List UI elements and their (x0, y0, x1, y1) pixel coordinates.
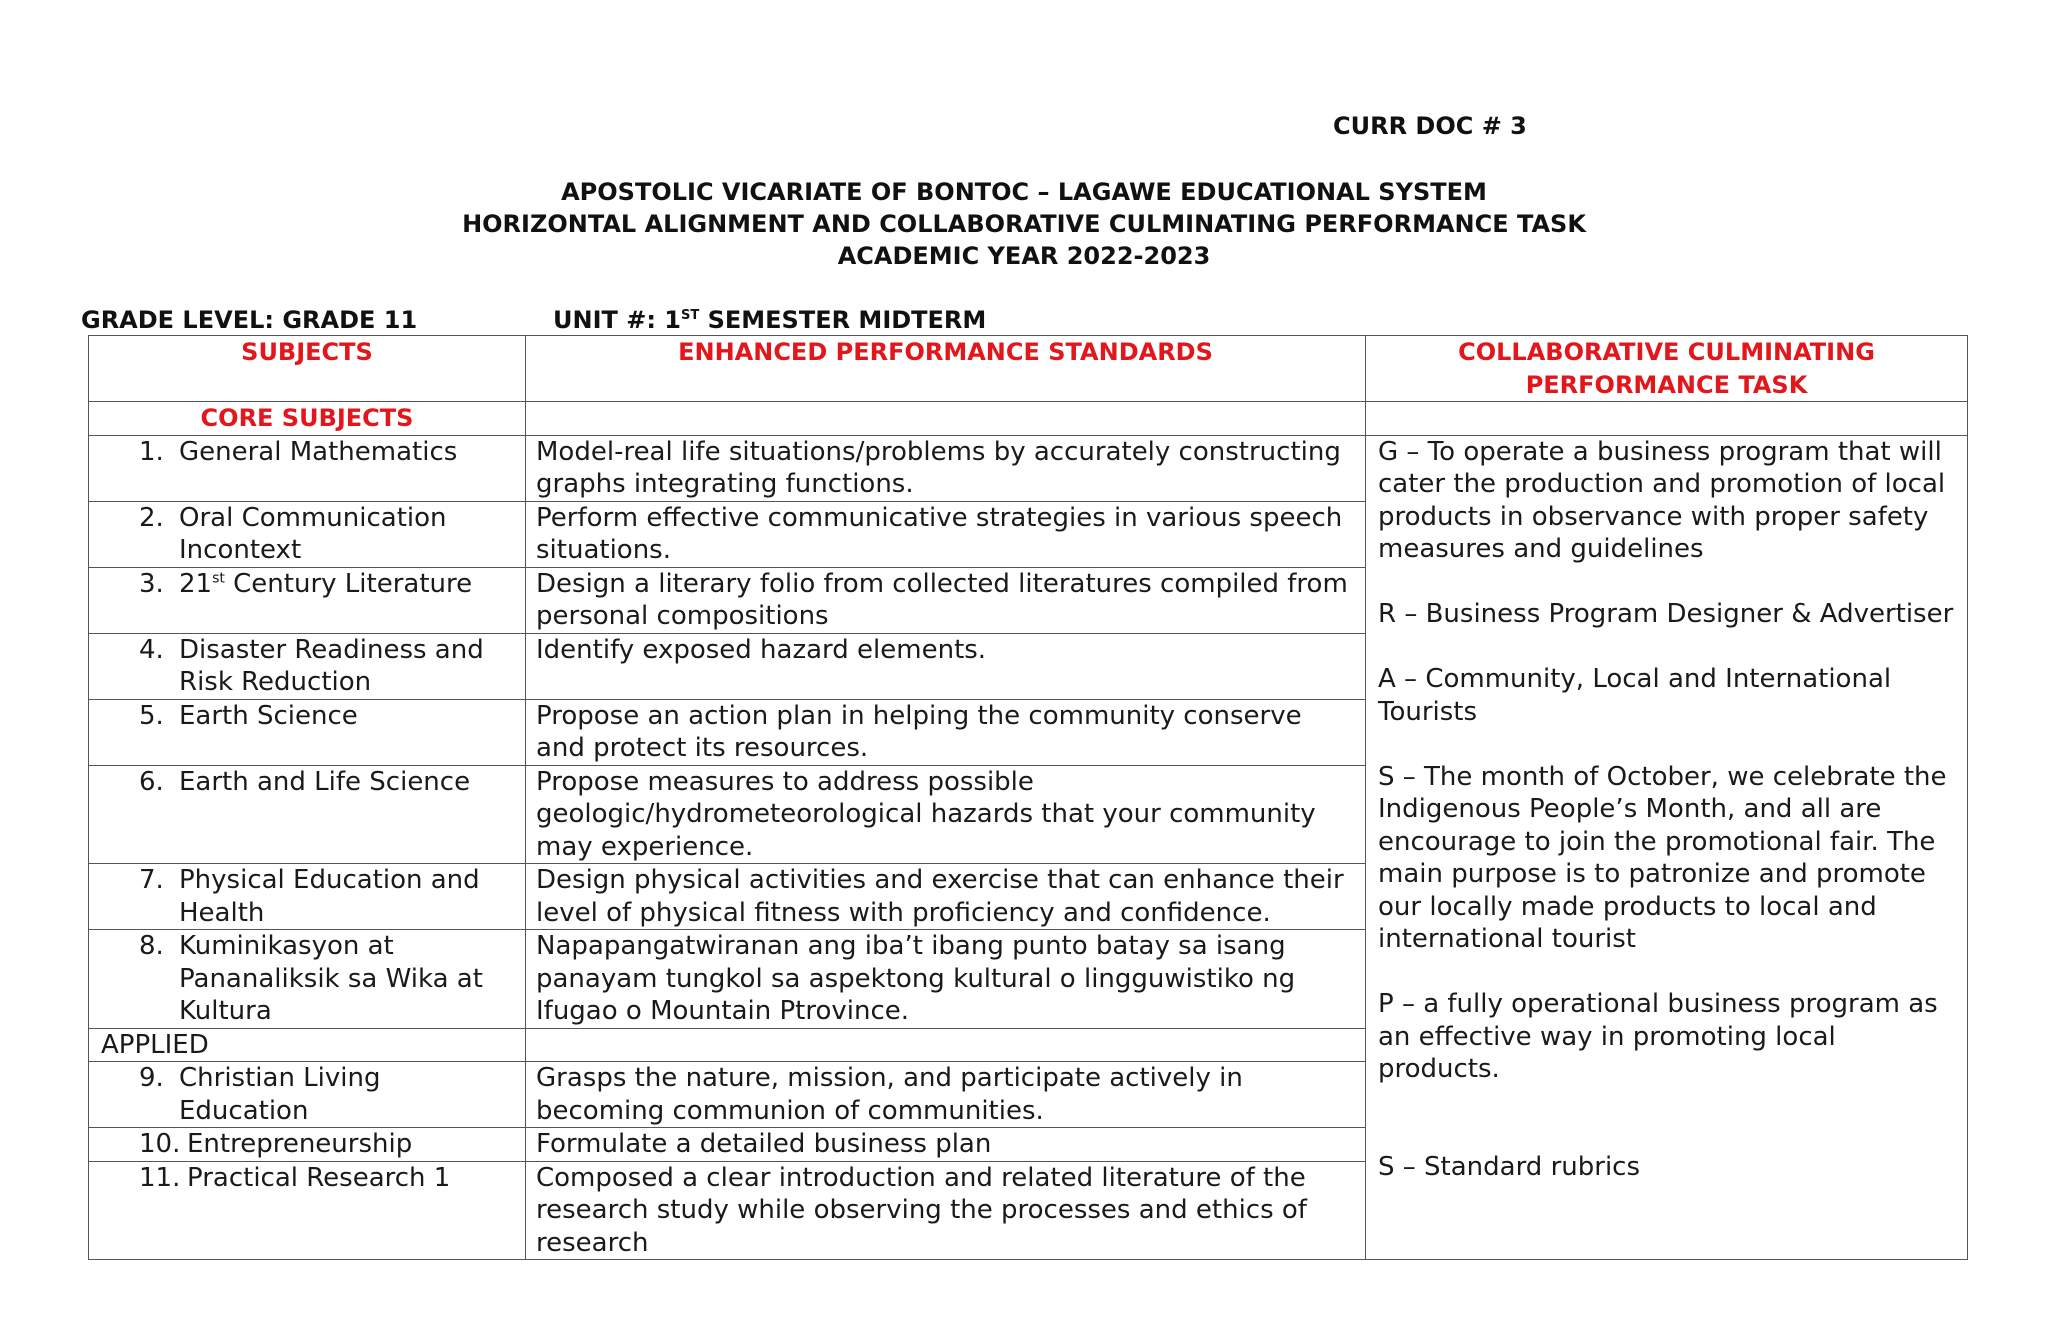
grasps-task-cell (1366, 435, 1968, 1260)
subject-name: Entrepreneurship (187, 1129, 413, 1159)
grasps-product: P – a fully operational business program as an effective way in promoting local products. (1378, 989, 1938, 1084)
unit-label (553, 306, 986, 334)
subject-cell (89, 501, 526, 567)
core-subjects-row (89, 402, 1968, 436)
alignment-table (88, 335, 1968, 1260)
unit-prefix: UNIT #: 1 (553, 306, 681, 334)
subject-number: 10. (139, 1129, 181, 1159)
standard-cell: Identify exposed hazard elements. (526, 633, 1366, 699)
subject-name (179, 568, 515, 601)
subject-number: 11. (139, 1162, 181, 1193)
grasps-situation: S – The month of October, we celebrate the Indigenous People’s Month, and all are encourage to join the promotional fair. The main purpose is to patronize and promote our locally made products to local and international tourist (1378, 761, 1947, 954)
subject-number: 8. (139, 931, 164, 961)
subject-number: 6. (139, 766, 164, 797)
subject-number: 7. (139, 865, 164, 895)
unit-suffix: SEMESTER MIDTERM (699, 306, 987, 334)
table-header-row (89, 336, 1968, 402)
subject-number: 5. (139, 700, 164, 731)
column-header-task: COLLABORATIVE CULMINATING PERFORMANCE TASK (1366, 336, 1968, 402)
subject-cell (89, 864, 526, 930)
unit-ordinal: ST (681, 308, 700, 323)
document-number: CURR DOC # 3 (1333, 112, 1527, 140)
subject-cell (89, 699, 526, 765)
subject-cell (89, 930, 526, 1029)
subject-number: 9. (139, 1063, 164, 1093)
standard-cell: Design a literary folio from collected literatures compiled from personal compositions (526, 567, 1366, 633)
subject-name-rest: Century Literature (224, 568, 473, 599)
subject-name: Kuminikasyon at Pananaliksik sa Wika at Kultura (179, 931, 483, 1026)
standard-cell: Design physical activities and exercise that can enhance their level of physical fitness with proficiency and confidence. (526, 864, 1366, 930)
subject-cell (89, 1062, 526, 1128)
header-document-title: HORIZONTAL ALIGNMENT AND COLLABORATIVE CULMINATING PERFORMANCE TASK (462, 210, 1586, 238)
header-organization: APOSTOLIC VICARIATE OF BONTOC – LAGAWE EDUCATIONAL SYSTEM (561, 178, 1487, 206)
subject-number: 2. (139, 502, 164, 533)
subject-cell (89, 567, 526, 633)
subject-name: Disaster Readiness and Risk Reduction (179, 634, 484, 697)
core-subjects-heading: CORE SUBJECTS (89, 402, 526, 436)
grade-level: GRADE LEVEL: GRADE 11 (81, 306, 418, 334)
subject-cell (89, 1128, 526, 1162)
subject-name-prefix: 21 (179, 568, 213, 599)
subject-name: General Mathematics (179, 436, 458, 467)
subject-number: 3. (139, 568, 164, 599)
subject-name-ordinal: st (212, 569, 225, 586)
empty-cell (1366, 402, 1968, 436)
subject-number: 4. (139, 634, 164, 665)
standard-cell: Napapangatwiranan ang iba’t ibang punto batay sa isang panayam tungkol sa aspektong kultural o lingguwistiko ng Ifugao o Mountain Ptrovince. (526, 930, 1366, 1029)
column-header-standards: ENHANCED PERFORMANCE STANDARDS (526, 336, 1366, 402)
standard-cell: Grasps the nature, mission, and participate actively in becoming communion of communities. (526, 1062, 1366, 1128)
empty-cell (526, 1028, 1366, 1062)
standard-cell: Propose measures to address possible geologic/hydrometeorological hazards that your community may experience. (526, 765, 1366, 864)
empty-cell (526, 402, 1366, 436)
standard-cell: Model-real life situations/problems by accurately constructing graphs integrating functions. (526, 435, 1366, 501)
subject-name: Physical Education and Health (179, 865, 480, 928)
standard-cell: Composed a clear introduction and related literature of the research study while observing the processes and ethics of research (526, 1161, 1366, 1260)
subject-name: Oral Communication Incontext (179, 502, 447, 565)
grasps-role: R – Business Program Designer & Advertiser (1378, 599, 1954, 629)
grasps-goal: G – To operate a business program that will cater the production and promotion of local products in observance with proper safety measures and guidelines (1378, 436, 1946, 564)
grasps-standards: S – Standard rubrics (1378, 1151, 1641, 1182)
table-row (89, 435, 1968, 501)
column-header-subjects: SUBJECTS (89, 336, 526, 402)
subject-cell (89, 765, 526, 864)
grasps-audience: A – Community, Local and International Tourists (1378, 664, 1892, 727)
subject-name: Practical Research 1 (187, 1162, 451, 1193)
subject-cell (89, 1161, 526, 1260)
subject-cell (89, 435, 526, 501)
subject-name: Christian Living Education (179, 1063, 381, 1126)
standard-cell: Formulate a detailed business plan (526, 1128, 1366, 1162)
subject-name: Earth Science (179, 700, 358, 731)
subject-name: Earth and Life Science (179, 766, 471, 797)
subject-cell (89, 633, 526, 699)
standard-cell: Perform effective communicative strategies in various speech situations. (526, 501, 1366, 567)
header-academic-year: ACADEMIC YEAR 2022-2023 (837, 242, 1211, 270)
subject-number: 1. (139, 436, 164, 467)
standard-cell: Propose an action plan in helping the community conserve and protect its resources. (526, 699, 1366, 765)
applied-heading: APPLIED (89, 1028, 526, 1062)
